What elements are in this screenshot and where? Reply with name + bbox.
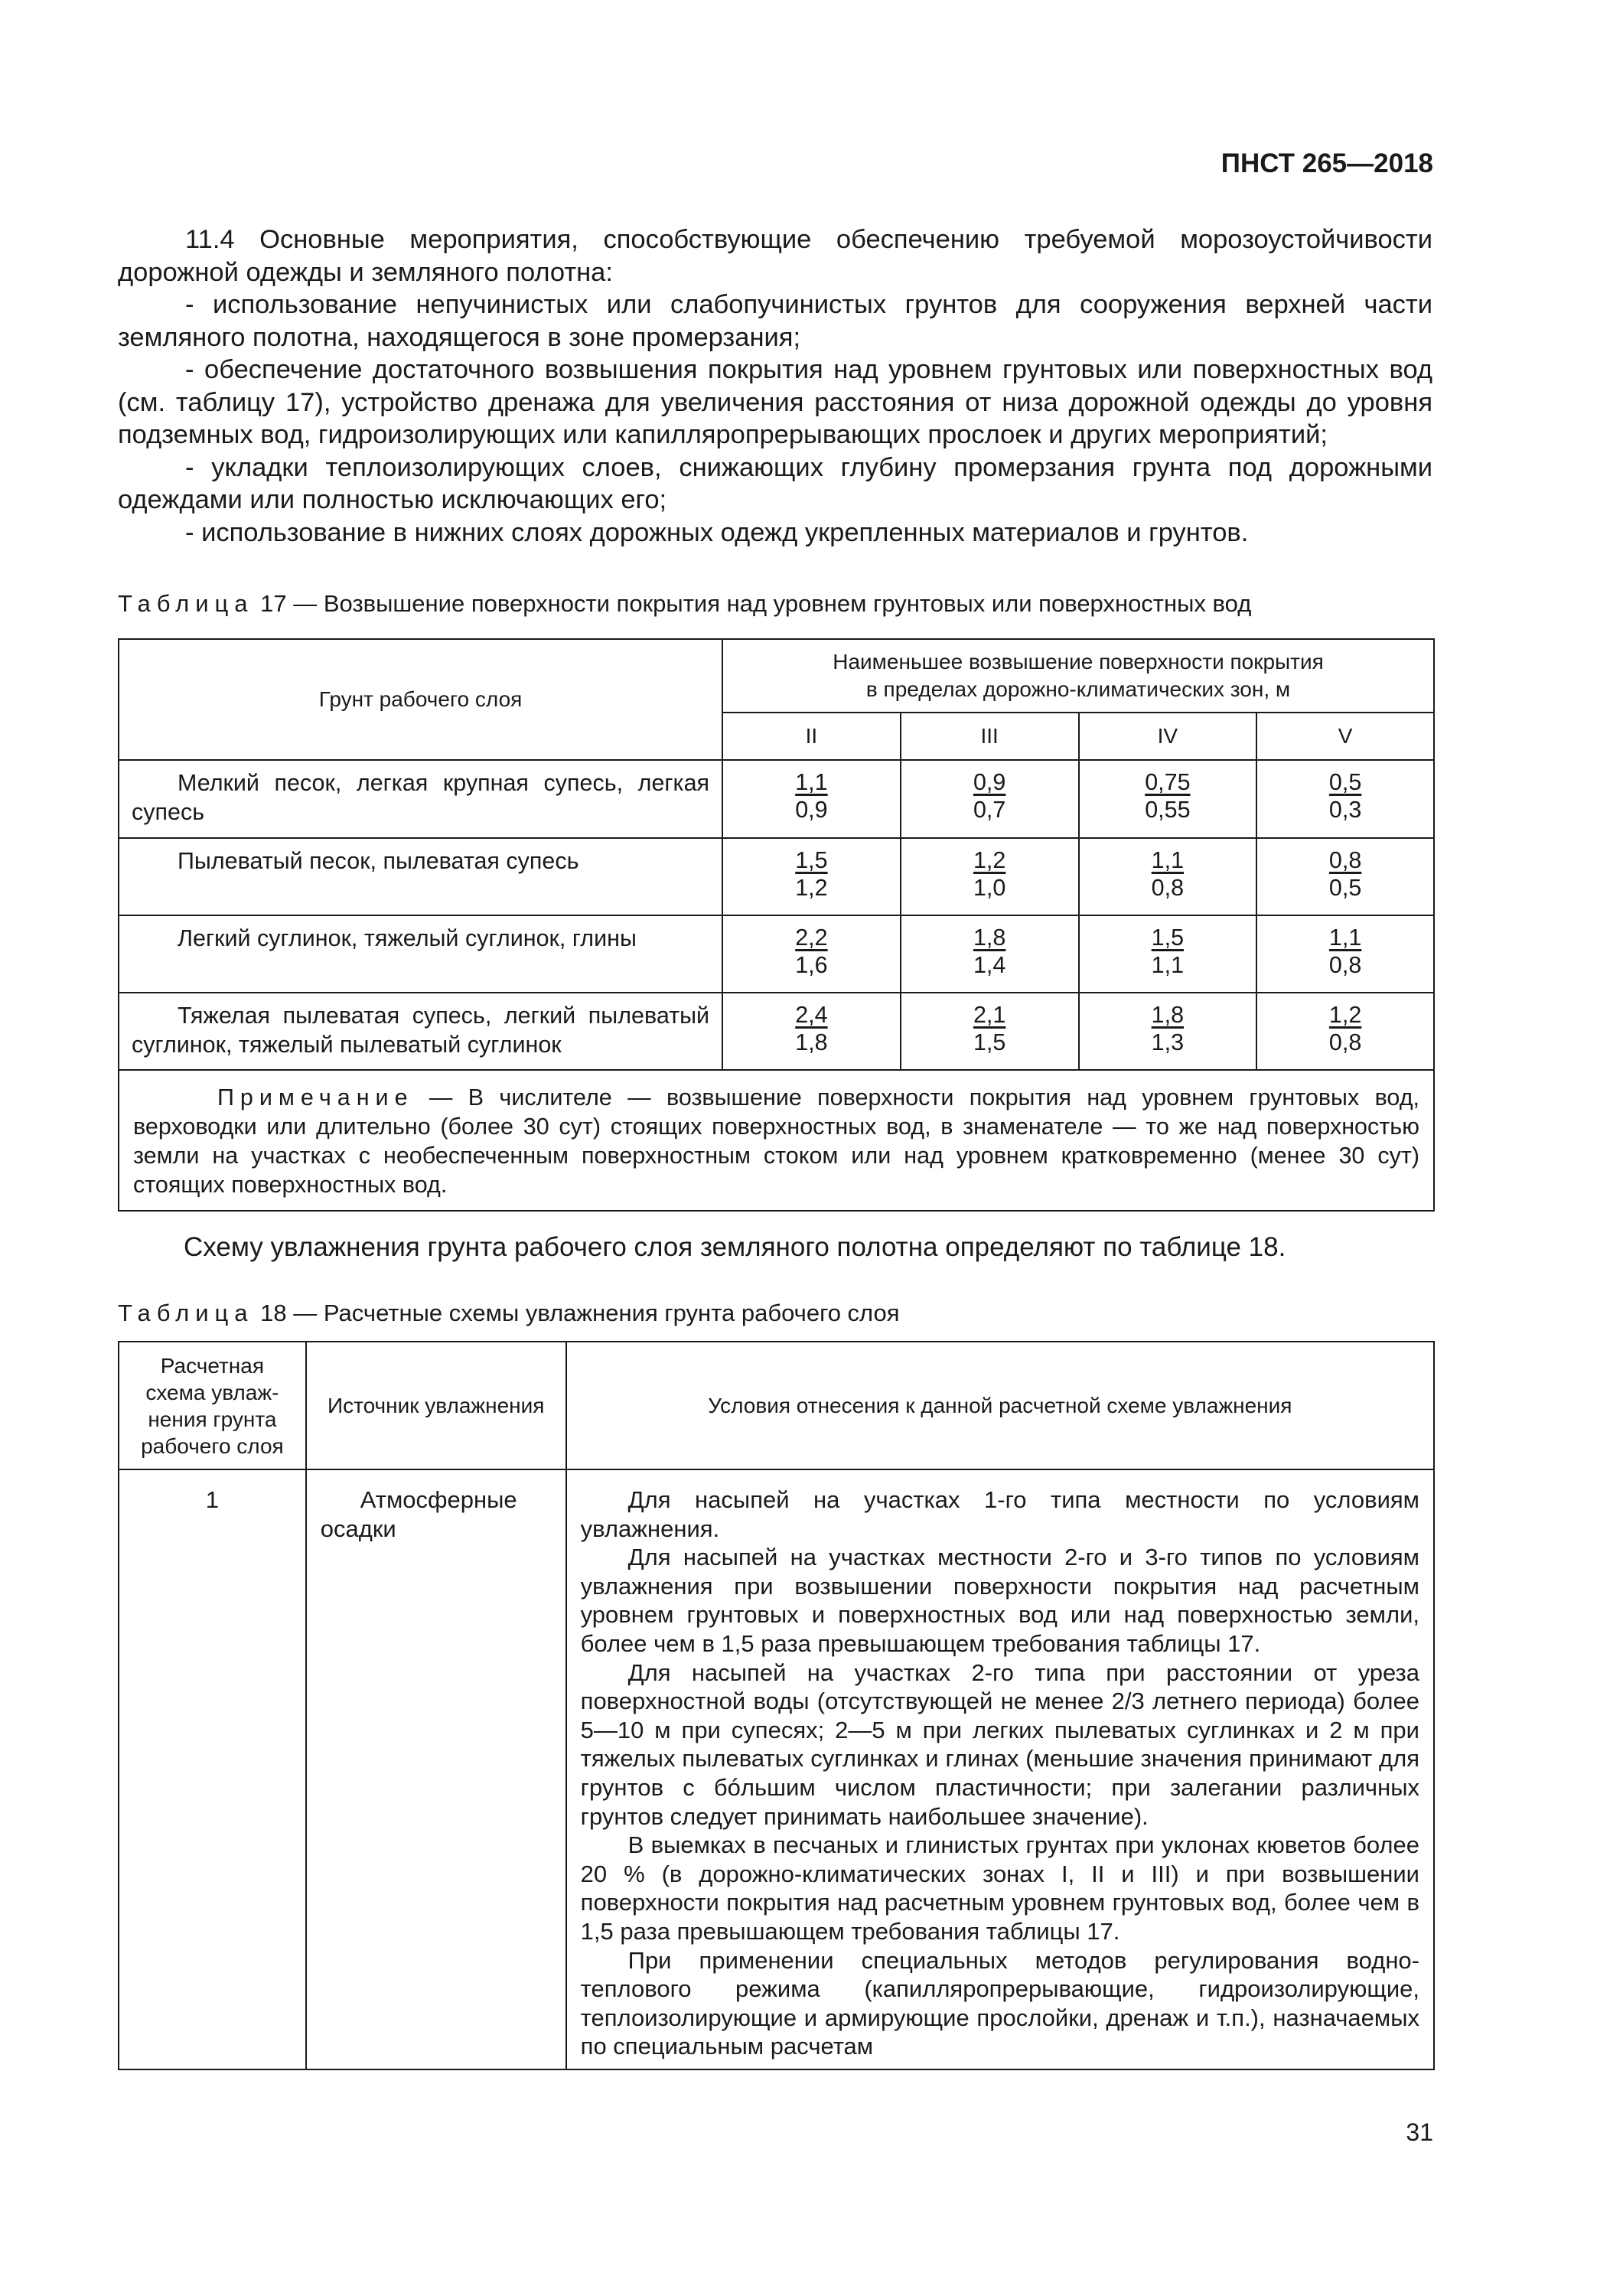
- caption-text: 17 — Возвышение поверхности покрытия над уровнем грунтовых или поверхностных вод: [253, 590, 1252, 617]
- table-18-caption: [118, 1300, 900, 1327]
- soil-cell: Мелкий песок, легкая крупная супесь, легкая супесь: [119, 760, 722, 838]
- header-zone: III: [901, 713, 1079, 760]
- header-conditions: Условия отнесения к данной расчетной схеме увлажнения: [566, 1342, 1434, 1469]
- header-elevation: Наименьшее возвышение поверхности покрытия в пределах дорожно-климатических зон, м: [722, 639, 1434, 713]
- value-cell: $\frac{2,1}{1,5}$: [973, 1002, 1006, 1055]
- header-zone: II: [722, 713, 901, 760]
- caption-label: Таблица: [118, 1300, 254, 1326]
- table-18: [118, 1341, 1435, 2070]
- header-scheme: Расчетная схема увлаж- нения грунта рабочего слоя: [119, 1342, 306, 1469]
- document-code: ПНСТ 265—2018: [1221, 148, 1433, 178]
- soil-cell: Легкий суглинок, тяжелый суглинок, глины: [119, 915, 722, 993]
- condition-paragraph: Для насыпей на участках местности 2-го и 3-го типов по условиям увлажнения при возвышении поверхности покрытия над расчетным уровнем грунтовых и поверхностных вод или над поверхностью земли, более чем в 1,5 раза превышающем требования таблицы 17.: [580, 1544, 1419, 1657]
- paragraph-table-18-ref: Схему увлажнения грунта рабочего слоя земляного полотна определяют по таблице 18.: [184, 1232, 1286, 1262]
- value-cell: $\frac{1,5}{1,2}$: [795, 847, 828, 901]
- header-soil: Грунт рабочего слоя: [119, 639, 722, 760]
- value-cell: $\frac{1,8}{1,4}$: [973, 925, 1006, 978]
- condition-paragraph: В выемках в песчаных и глинистых грунтах при уклонах кюветов более 20 % (в дорожно-климатических зонах I, II и III) и при возвышении поверхности покрытия над расчетным уровнем грунтовых вод, более чем в 1,5 раза превышающем требования таблицы 17.: [580, 1831, 1419, 1945]
- condition-paragraph: При применении специальных методов регулирования водно-теплового режима (капилляропрерывающие, гидроизолирующие, теплоизолирующие и армирующие прослойки, дренаж и т.п.), назначаемых по специальным расчетам: [580, 1946, 1419, 2060]
- source-cell: Атмосферные осадки: [306, 1469, 566, 2069]
- value-cell: $\frac{0,8}{0,5}$: [1328, 847, 1362, 901]
- caption-label: Таблица: [118, 590, 254, 617]
- header-source: Источник увлажнения: [306, 1342, 566, 1469]
- table-17-caption: [118, 590, 1251, 618]
- value-cell: $\frac{1,1}{0,8}$: [1151, 847, 1185, 901]
- table-row: [119, 993, 1434, 1070]
- value-cell: $\frac{0,9}{0,7}$: [973, 769, 1006, 823]
- soil-cell: Тяжелая пылеватая супесь, легкий пылеватый суглинок, тяжелый пылеватый суглинок: [119, 993, 722, 1070]
- list-item: - использование непучинистых или слабопучинистых грунтов для сооружения верхней части земляного полотна, находящегося в зоне промерзания;: [118, 290, 1432, 352]
- value-cell: $\frac{0,75}{0,55}$: [1145, 769, 1191, 823]
- value-cell: $\frac{0,5}{0,3}$: [1328, 769, 1362, 823]
- section-11-4: [118, 223, 1432, 549]
- condition-paragraph: Для насыпей на участках 2-го типа при расстоянии от уреза поверхностной воды (отсутствующей не менее 2/3 летнего периода) более 5—10 м при супесях; 2—5 м при легких пылеватых суглинках и 2 м при тяжелых пылеватых суглинках и глинах (меньшие значения принимают для грунтов с бóльшим числом пластичности; при залегании различных грунтов следует принимать наибольшее значение).: [580, 1658, 1419, 1830]
- table-row: [119, 1469, 1434, 2069]
- value-cell: $\frac{1,5}{1,1}$: [1151, 925, 1185, 978]
- soil-cell: Пылеватый песок, пылеватая супесь: [119, 838, 722, 915]
- scheme-cell: 1: [119, 1469, 306, 2069]
- header-zone: V: [1256, 713, 1434, 760]
- value-cell: $\frac{2,2}{1,6}$: [795, 925, 828, 978]
- conditions-cell: [566, 1469, 1434, 2069]
- page-number: 31: [1406, 2118, 1433, 2146]
- table-row: [119, 915, 1434, 993]
- value-cell: $\frac{1,2}{0,8}$: [1328, 1002, 1362, 1055]
- paragraph: 11.4 Основные мероприятия, способствующие обеспечению требуемой морозоустойчивости дорожной одежды и земляного полотна:: [118, 225, 1432, 287]
- list-item: - использование в нижних слоях дорожных одежд укрепленных материалов и грунтов.: [185, 517, 1249, 547]
- table-note: [119, 1070, 1434, 1211]
- value-cell: $\frac{1,2}{1,0}$: [973, 847, 1006, 901]
- list-item: - укладки теплоизолирующих слоев, снижающих глубину промерзания грунта под дорожными одеждами или полностью исключающих его;: [118, 452, 1432, 514]
- list-item: - обеспечение достаточного возвышения покрытия над уровнем грунтовых или поверхностных вод (см. таблицу 17), устройство дренажа для увеличения расстояния от низа дорожной одежды до уровня подземных вод, гидроизолирующих или капилляропрерывающих прослоек и других мероприятий;: [118, 355, 1432, 449]
- note-text: — В числителе — возвышение поверхности покрытия над уровнем грунтовых вод, верховодки или длительно (более 30 сут) стоящих поверхностных вод, в знаменателе — то же над поверхностью земли на участках с необеспеченным поверхностным стоком или над уровнем кратковременно (менее 30 сут) стоящих поверхностных вод.: [133, 1084, 1419, 1198]
- table-17: [118, 638, 1435, 1212]
- caption-text: 18 — Расчетные схемы увлажнения грунта рабочего слоя: [253, 1300, 900, 1326]
- table-row: [119, 838, 1434, 915]
- value-cell: $\frac{2,4}{1,8}$: [795, 1002, 828, 1055]
- value-cell: $\frac{1,1}{0,8}$: [1328, 925, 1362, 978]
- note-label: Примечание: [217, 1084, 414, 1110]
- table-row: [119, 760, 1434, 838]
- header-zone: IV: [1079, 713, 1257, 760]
- value-cell: $\frac{1,8}{1,3}$: [1151, 1002, 1185, 1055]
- condition-paragraph: Для насыпей на участках 1-го типа местности по условиям увлажнения.: [580, 1486, 1419, 1542]
- value-cell: $\frac{1,1}{0,9}$: [795, 769, 828, 823]
